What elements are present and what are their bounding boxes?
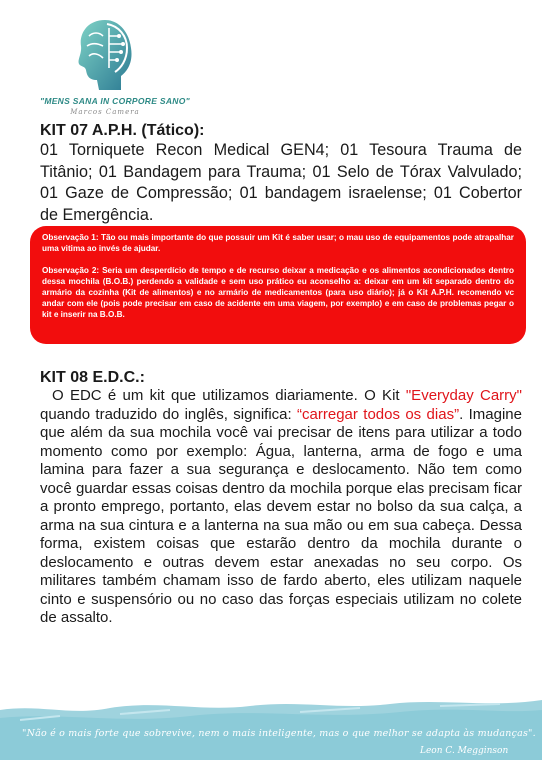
kit08-term: "Everyday Carry" [405,387,522,404]
kit08-section [40,368,522,628]
kit08-text-2: quando traduzido do inglês, significa: [40,405,298,423]
footer-quote: "Não é o mais forte que sobrevive, nem o mais inteligente, mas o que melhor se adapta às mudanças". [22,728,536,739]
footer-quote-author: Leon C. Megginson [420,746,509,756]
kit08-meaning: “carregar todos os dias” [297,405,460,423]
observation-1: Observação 1: Tão ou mais importante do que possuir um Kit é saber usar; o mau uso de equipamentos pode atrapalhar uma vitima ao invés de ajudar. [42,233,514,253]
logo [40,14,190,116]
kit07-section [40,121,522,226]
observation-2: Observação 2: Seria um desperdício de tempo e de recurso deixar a medicação e os alimentos acondicionados dentro dessa mochila (B.O.B.) perdendo a validade e sem uso prático eu aconselho a: deixar em um kit separado dentro do armário da cozinha (Kit de alimentos) e no armário de medicamentos (para uso diário); já o Kit A.P.H. recomendo vc andar com ele (pois pode precisar em caso de acidente em uma viagem, por exemplo) e em caso de problemas pegar o kit e inserir na B.O.B. [42,266,514,319]
logo-author: Marcos Camera [70,108,140,116]
kit08-body [40,387,522,628]
logo-motto: "MENS SANA IN CORPORE SANO" [40,96,190,106]
brain-head-icon [65,14,145,94]
observation-box [30,226,526,344]
kit07-body: 01 Torniquete Recon Medical GEN4; 01 Tesoura Trauma de Titânio; 01 Bandagem para Trauma; 01 Selo de Tórax Valvulado; 01 Gaze de Compressão; 01 bandagem israelense; 01 Cobertor de Emergência. [40,141,522,224]
kit08-heading: KIT 08 E.D.C.: [40,369,145,386]
kit08-text-1: O EDC é um kit que utilizamos diariamente. O Kit [52,387,406,404]
kit08-text-3: . Imagine que além da sua mochila você vai precisar de itens para utilizar a todo momento como por exemplo: Água, lanterna, arma de fogo e uma lamina para fazer a sua segurança e deslocamento. Não tem como você guardar essas coisas dentro da mochila porque elas precisam ficar a pronto emprego, portanto, elas devem estar no bolso da sua calça, a arma na sua cintura e a lanterna na sua mão ou em sua cabeça. Dessa forma, existem coisas que estarão dentro da mochila durante o deslocamento e outras devem estar anexadas no seu corpo. Os militares também chamam isso de fardo aberto, eles utilizam naquele cinto e suspensório ou no caso das forças especiais utilizam no colete de assalto. [40,405,522,626]
kit07-heading: KIT 07 A.P.H. (Tático): [40,122,205,139]
